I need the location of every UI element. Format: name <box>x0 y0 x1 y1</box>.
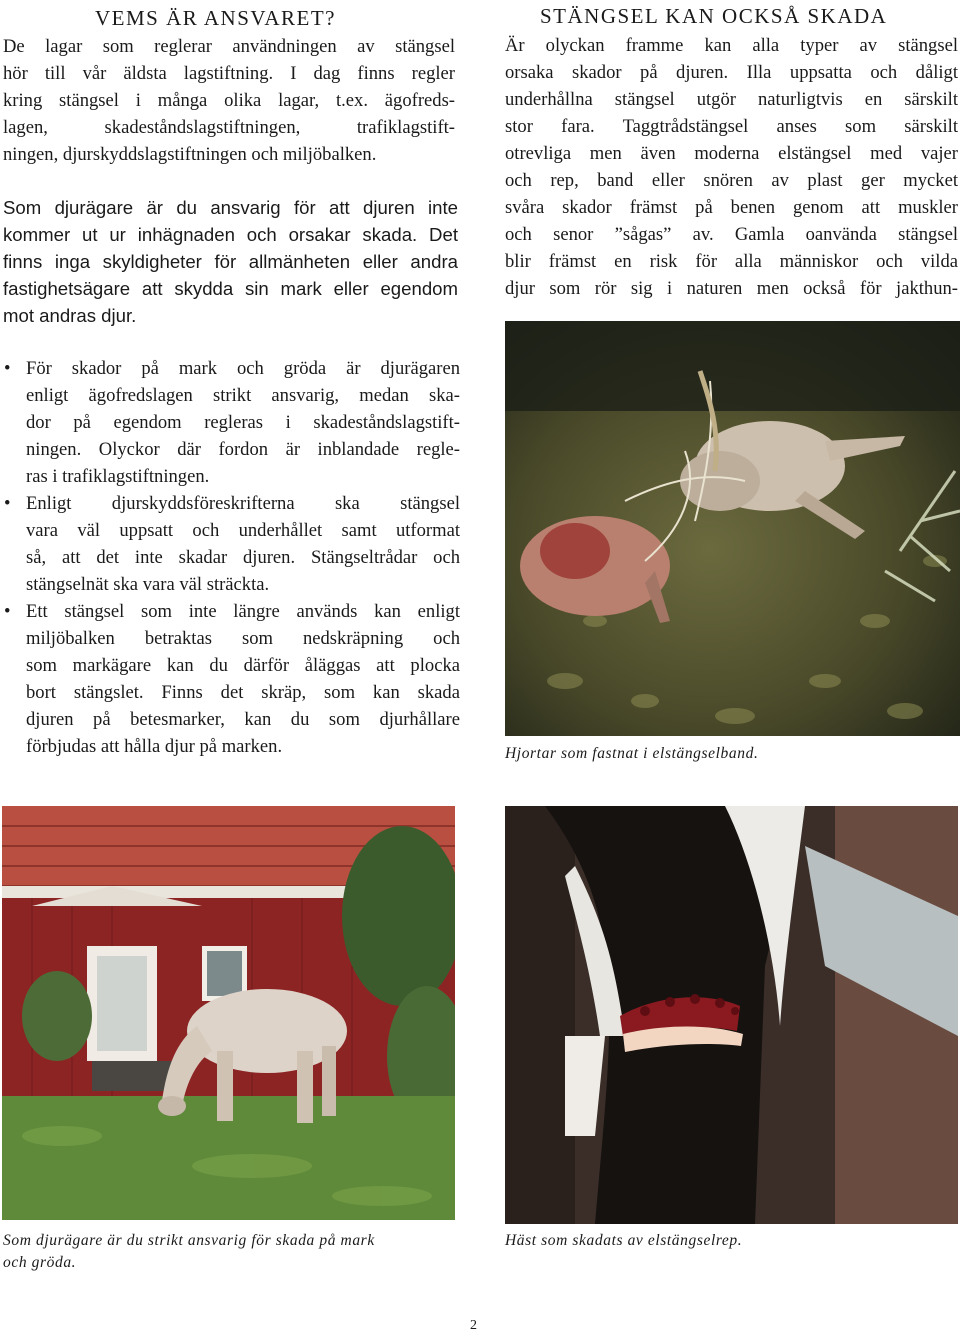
text-line: och gröda. <box>3 1254 77 1271</box>
caption-horse: Häst som skadats av elstängselrep. <box>505 1232 743 1249</box>
text-line: kommer ut ur inhägnaden och orsakar skada. Det <box>3 224 458 245</box>
text-line: enligt ägofredslagen strikt ansvarig, medan ska- <box>26 385 460 406</box>
text-line: som markägare kan du därför åläggas att plocka <box>26 655 460 676</box>
bullet-marker: • <box>4 493 11 514</box>
text-line: Som djurägare är du strikt ansvarig för skada på mark <box>3 1232 375 1249</box>
text-line: orsaka skador på djuren. Illa uppsatta och dåligt <box>505 62 958 83</box>
text-line: Enligt djurskyddsföreskrifterna ska stängsel <box>26 493 460 514</box>
text-line: miljöbalken betraktas som nedskräpning och <box>26 628 460 649</box>
text-line: och rep, band eller snören av plast ger mycket <box>505 170 958 191</box>
bullet-item-animal-welfare <box>0 490 460 598</box>
law-bullet-list <box>0 355 460 760</box>
caption-cow <box>3 1230 443 1274</box>
fence-damage-paragraph <box>505 32 958 302</box>
bullet-item-abandoned-fence <box>0 598 460 760</box>
text-line: blir främst en risk för alla människor och vilda <box>505 251 958 272</box>
bullet-marker: • <box>4 601 11 622</box>
text-line: De lagar som reglerar användningen av stängsel <box>3 36 455 57</box>
text-line: vara väl uppsatt och underhållet samt utformat <box>26 520 460 541</box>
bullet-marker: • <box>4 358 11 379</box>
text-line: Ett stängsel som inte längre används kan enligt <box>26 601 460 622</box>
text-line: och senor ”sågas” av. Gamla oanvända stängsel <box>505 224 958 245</box>
section-heading-responsibility: VEMS ÄR ANSVARET? <box>95 6 336 30</box>
text-line: lagen, skadeståndslagstiftningen, trafiklagstift- <box>3 117 455 138</box>
text-line: Är olyckan framme kan alla typer av stängsel <box>505 35 958 56</box>
intro-paragraph <box>3 33 455 168</box>
text-line: bort stängslet. Finns det skräp, som kan skada <box>26 682 460 703</box>
text-line: ningen. Olyckor där fordon är inblandade regle- <box>26 439 460 460</box>
text-line: förbjudas att hålla djur på marken. <box>26 736 283 757</box>
text-line: ningen, djurskyddslagstiftningen och miljöbalken. <box>3 144 377 165</box>
text-line: otrevliga men även moderna elstängsel med vajer <box>505 143 958 164</box>
text-line: så, att det inte skadar djuren. Stängseltrådar och <box>26 547 460 568</box>
photo-cow-grazing <box>2 806 455 1220</box>
text-line: fastighetsägare att skydda sin mark eller egendom <box>3 278 458 299</box>
text-line: dor på egendom regleras i skadeståndslagstift- <box>26 412 460 433</box>
text-line: svåra skador främst på benen genom att muskler <box>505 197 958 218</box>
text-line: underhållna stängsel utgör naturligtvis en särskilt <box>505 89 958 110</box>
text-line: djur som rör sig i naturen men också för jakthun- <box>505 278 958 299</box>
text-line: Som djurägare är du ansvarig för att djuren inte <box>3 197 458 218</box>
text-line: mot andras djur. <box>3 305 137 326</box>
responsibility-paragraph <box>3 194 458 329</box>
photo-horse-leg-injury <box>505 806 958 1224</box>
caption-deer: Hjortar som fastnat i elstängselband. <box>505 745 759 762</box>
text-line: ras i trafiklagstiftningen. <box>26 466 210 487</box>
bullet-item-property-damage <box>0 355 460 490</box>
section-heading-fence-damage: STÄNGSEL KAN OCKSÅ SKADA <box>540 4 888 28</box>
text-line: stor fara. Taggtrådstängsel anses som särskilt <box>505 116 958 137</box>
text-line: stängselnät ska vara väl sträckta. <box>26 574 270 595</box>
text-line: finns inga skyldigheter för allmänheten eller andra <box>3 251 458 272</box>
text-line: hör till vår äldsta lagstiftning. I dag finns regler <box>3 63 455 84</box>
text-line: kring stängsel i många olika lagar, t.ex. ägofreds- <box>3 90 455 111</box>
text-line: djuren på betesmarker, kan du som djurhållare <box>26 709 460 730</box>
page-number: 2 <box>470 1318 477 1333</box>
text-line: För skador på mark och gröda är djurägaren <box>26 358 460 379</box>
photo-deer-in-fence <box>505 321 960 736</box>
